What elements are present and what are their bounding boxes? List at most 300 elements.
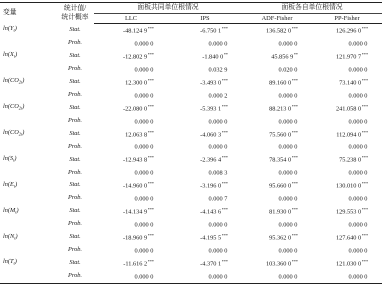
llc-value: 0.000 0: [134, 169, 154, 177]
table-row: [0, 50, 382, 63]
ips-value: -3.493 0: [200, 79, 222, 87]
variable-cell: [0, 76, 56, 89]
variable-sub: 2t: [18, 105, 23, 111]
variable-sub: t: [15, 208, 17, 214]
pp-fisher-value-cell: [312, 115, 382, 128]
ips-value: 0.032 9: [208, 66, 228, 74]
variable-cell: [0, 37, 56, 50]
table-row: [0, 205, 382, 218]
variable-column-header: 变量: [0, 3, 56, 24]
pp-fisher-value: 0.000 0: [348, 143, 368, 151]
ips-value-cell: [168, 244, 242, 257]
variable-base: Y: [10, 25, 14, 33]
ips-value: 0.000 2: [208, 92, 228, 100]
significance-stars: ***: [147, 26, 154, 31]
adf-fisher-value-cell: [242, 179, 312, 192]
significance-stars: **: [293, 51, 299, 57]
llc-value: 0.000 0: [134, 92, 154, 100]
llc-value-cell: [94, 140, 168, 153]
adf-fisher-value-cell: [242, 50, 312, 63]
llc-value: 0.000 0: [134, 66, 154, 74]
llc-value: 0.000 0: [134, 117, 154, 125]
variable-suffix: ): [22, 129, 25, 137]
significance-stars: ***: [221, 258, 229, 264]
variable-base: M: [10, 206, 16, 214]
adf-fisher-value-cell: [242, 63, 312, 76]
llc-value-cell: [94, 244, 168, 257]
ips-value: -2.396 4: [200, 156, 222, 164]
stat-type-cell: Prob.: [68, 168, 82, 176]
significance-stars: ***: [361, 207, 369, 213]
stat-type-cell: Stat.: [69, 129, 81, 137]
ips-value: 0.000 0: [208, 117, 228, 125]
stat-type-cell: Prob.: [68, 116, 82, 124]
significance-stars: ***: [291, 77, 299, 83]
ips-value: 0.000 0: [208, 247, 228, 255]
table-row: [0, 24, 382, 37]
variable-sub: t: [13, 183, 16, 189]
pp-fisher-value: 0.000 0: [348, 273, 368, 281]
variable-label: [3, 181, 17, 188]
variable-suffix: ): [14, 258, 17, 266]
variable-suffix: ): [15, 51, 18, 59]
pp-fisher-value: 0.000 0: [348, 117, 368, 125]
ips-value-cell: [168, 37, 242, 50]
adf-fisher-value-cell: [242, 153, 312, 166]
significance-stars: ***: [291, 26, 299, 31]
variable-label: [3, 258, 17, 265]
llc-value: 0.000 0: [134, 143, 154, 151]
significance-stars: ***: [221, 233, 229, 238]
pp-fisher-value: 75.238 0: [339, 156, 362, 164]
variable-cell: [0, 153, 56, 166]
adf-fisher-value-cell: [242, 24, 312, 37]
ips-value: -4.143 6: [200, 208, 222, 216]
llc-value-cell: [94, 24, 168, 37]
variable-cell: [0, 128, 56, 141]
adf-fisher-value: 0.000 0: [278, 143, 298, 151]
significance-stars: ***: [147, 233, 154, 238]
table-row: [0, 140, 382, 153]
variable-prefix: ln(: [3, 103, 10, 111]
significance-stars: ***: [147, 181, 154, 187]
significance-stars: ***: [221, 207, 229, 213]
ips-value-cell: [168, 140, 242, 153]
pp-fisher-value-cell: [312, 89, 382, 102]
pp-fisher-value-cell: [312, 102, 382, 115]
stat-type-cell: Stat.: [69, 233, 81, 241]
table-row: [0, 115, 382, 128]
stat-header-line2: 统计概率: [61, 14, 89, 22]
llc-value-cell: [94, 102, 168, 115]
adf-fisher-value-cell: [242, 128, 312, 141]
variable-base: CO: [10, 103, 19, 111]
ips-value: 0.000 0: [208, 143, 228, 151]
ips-value-cell: [168, 63, 242, 76]
pp-fisher-value: 0.000 0: [348, 92, 368, 100]
significance-stars: ***: [147, 77, 154, 83]
variable-label: [3, 51, 17, 58]
llc-header: LLC: [94, 14, 168, 24]
variable-label: [3, 155, 17, 162]
variable-sub: t: [13, 53, 16, 59]
variable-prefix: ln(: [3, 51, 10, 59]
stat-type-cell: Prob.: [68, 142, 82, 150]
pp-fisher-value: 0.000 0: [348, 247, 368, 255]
variable-sub: t: [13, 260, 15, 266]
variable-suffix: ): [15, 232, 18, 240]
pp-fisher-value-cell: [312, 192, 382, 205]
llc-value: 0.000 0: [134, 221, 154, 229]
significance-stars: ***: [291, 258, 299, 264]
variable-prefix: ln(: [3, 206, 10, 214]
llc-value-cell: [94, 231, 168, 244]
llc-value: -14.134 9: [122, 208, 148, 216]
significance-stars: ***: [221, 77, 229, 83]
pp-fisher-value: 0.000 0: [348, 66, 368, 74]
significance-stars: ***: [361, 155, 369, 161]
llc-value-cell: [94, 179, 168, 192]
variable-base: E: [10, 180, 14, 188]
ips-value: -5.393 1: [200, 105, 222, 113]
adf-fisher-value: 78.354 0: [269, 156, 292, 164]
significance-stars: ***: [361, 51, 369, 57]
table-row: [0, 244, 382, 257]
significance-stars: ***: [291, 207, 299, 213]
adf-fisher-value-cell: [242, 37, 312, 50]
variable-label: [3, 129, 24, 136]
variable-sub: 2t: [18, 79, 23, 85]
llc-value-cell: [94, 192, 168, 205]
pp-fisher-value: 0.000 0: [348, 40, 368, 48]
stat-type-cell: Stat.: [69, 155, 81, 163]
llc-value: -11.616 2: [123, 260, 148, 268]
llc-value: 12.300 0: [125, 79, 148, 87]
pp-fisher-value-cell: [312, 231, 382, 244]
llc-value-cell: [94, 166, 168, 179]
significance-stars: ***: [361, 258, 369, 264]
ips-value-cell: [168, 166, 242, 179]
variable-prefix: ln(: [3, 232, 10, 240]
pp-fisher-value-cell: [312, 76, 382, 89]
llc-value: 0.000 0: [134, 247, 154, 255]
pp-fisher-header: PP-Fisher: [312, 14, 382, 24]
pp-fisher-value-cell: [312, 140, 382, 153]
variable-sub: t: [13, 27, 15, 33]
variable-suffix: ): [14, 25, 17, 33]
significance-stars: ***: [361, 181, 369, 187]
adf-fisher-value: 0.000 0: [278, 195, 298, 203]
variable-base: CO: [10, 77, 19, 85]
significance-stars: ***: [147, 155, 154, 161]
ips-value-cell: [168, 128, 242, 141]
significance-stars: ***: [361, 26, 369, 31]
stat-type-cell: Stat.: [69, 259, 81, 267]
ips-value: -4.060 3: [200, 130, 222, 138]
llc-value-cell: [94, 89, 168, 102]
variable-label: [3, 77, 24, 84]
table-row: [0, 37, 382, 50]
variable-cell: [0, 192, 56, 205]
llc-value-cell: [94, 50, 168, 63]
adf-fisher-value-cell: [242, 192, 312, 205]
stat-column-header: [56, 3, 94, 24]
ips-value-cell: [168, 89, 242, 102]
pp-fisher-value: 130.010 0: [335, 182, 362, 190]
llc-value: -12.802 9: [122, 53, 148, 61]
variable-cell: [0, 205, 56, 218]
pp-fisher-value-cell: [312, 205, 382, 218]
adf-fisher-value: 0.000 0: [278, 169, 298, 177]
variable-cell: [0, 50, 56, 63]
variable-prefix: ln(: [3, 154, 10, 162]
adf-fisher-value: 75.560 0: [269, 130, 292, 138]
adf-fisher-value: 0.000 0: [278, 117, 298, 125]
llc-value: -18.960 9: [122, 234, 148, 242]
stat-type-cell: Stat.: [69, 52, 81, 60]
pp-fisher-value: 127.640 0: [335, 234, 362, 242]
common-unit-root-group-header: 面板共同单位根情况: [94, 3, 242, 14]
significance-stars: ***: [221, 129, 229, 135]
variable-prefix: ln(: [3, 25, 10, 33]
ips-value: -3.196 0: [200, 182, 222, 190]
significance-stars: ***: [291, 129, 299, 135]
adf-fisher-value: 89.160 0: [269, 79, 292, 87]
llc-value-cell: [94, 218, 168, 231]
adf-fisher-value-cell: [242, 76, 312, 89]
variable-cell: [0, 140, 56, 153]
variable-base: X: [10, 51, 14, 59]
variable-sub: t: [13, 157, 15, 163]
pp-fisher-value: 126.296 0: [335, 27, 362, 35]
significance-stars: ***: [147, 51, 154, 57]
stat-type-cell: Prob.: [68, 246, 82, 254]
llc-value: 0.000 0: [134, 273, 154, 281]
table-body: [0, 24, 382, 284]
variable-prefix: ln(: [3, 258, 10, 266]
variable-base: T: [10, 258, 14, 266]
adf-fisher-value: 0.000 0: [278, 221, 298, 229]
adf-fisher-value: 95.660 0: [269, 182, 292, 190]
significance-stars: ***: [147, 207, 154, 213]
variable-cell: [0, 270, 56, 283]
adf-fisher-value-cell: [242, 218, 312, 231]
table-row: [0, 218, 382, 231]
table-row: [0, 192, 382, 205]
llc-value: -14.960 0: [122, 182, 148, 190]
table-row: [0, 76, 382, 89]
adf-fisher-value-cell: [242, 89, 312, 102]
adf-fisher-value: 0.000 0: [278, 247, 298, 255]
stat-type-cell: Prob.: [68, 65, 82, 72]
stat-type-cell: Prob.: [56, 270, 94, 283]
variable-label: [3, 233, 18, 240]
ips-value-cell: [168, 192, 242, 205]
adf-fisher-value-cell: [242, 115, 312, 128]
stat-header-line1: 统计值/: [63, 5, 87, 13]
llc-value-cell: [94, 76, 168, 89]
variable-cell: [0, 102, 56, 115]
variable-suffix: ): [16, 206, 19, 214]
pp-fisher-value-cell: [312, 50, 382, 63]
pp-fisher-value: 0.000 0: [348, 221, 368, 229]
adf-fisher-value: 0.020 0: [278, 66, 298, 74]
significance-stars: **: [223, 51, 229, 57]
ips-value-cell: [168, 102, 242, 115]
ips-value-cell: [168, 76, 242, 89]
pp-fisher-value-cell: [312, 179, 382, 192]
variable-cell: [0, 218, 56, 231]
stat-type-cell: Prob.: [68, 220, 82, 228]
llc-value: -12.943 8: [122, 156, 148, 164]
individual-unit-root-group-header: 面板各自单位根情况: [242, 3, 382, 14]
significance-stars: ***: [147, 103, 154, 109]
table-row: [0, 166, 382, 179]
significance-stars: ***: [291, 181, 299, 187]
ips-value: 0.000 0: [208, 221, 228, 229]
variable-prefix: ln(: [3, 180, 10, 188]
pp-fisher-value-cell: [312, 153, 382, 166]
ips-header: IPS: [168, 14, 242, 24]
table-row: [0, 128, 382, 141]
variable-cell: [0, 115, 56, 128]
table-row: [0, 89, 382, 102]
pp-fisher-value-cell: [312, 37, 382, 50]
results-table: [0, 2, 382, 284]
ips-value-cell: [168, 270, 242, 283]
header-row-groups: [0, 3, 382, 14]
llc-value: 0.000 0: [134, 195, 154, 203]
ips-value-cell: [168, 205, 242, 218]
ips-value: 0.008 3: [208, 169, 228, 177]
table-row: [0, 102, 382, 115]
adf-fisher-value-cell: [242, 166, 312, 179]
table-row: [0, 153, 382, 166]
pp-fisher-value-cell: [312, 24, 382, 37]
pp-fisher-value: 0.000 0: [348, 195, 368, 203]
pp-fisher-value-cell: [312, 270, 382, 283]
variable-cell: [0, 63, 56, 76]
table-row: [0, 270, 382, 283]
stat-type-cell: Stat.: [69, 25, 81, 33]
variable-suffix: ): [22, 103, 25, 111]
variable-cell: [0, 24, 56, 37]
adf-fisher-value: 0.000 0: [278, 92, 298, 100]
stat-type-cell: Stat.: [69, 181, 81, 189]
stat-type-cell: Stat.: [69, 77, 81, 85]
significance-stars: ***: [361, 103, 369, 109]
significance-stars: ***: [291, 103, 299, 109]
pp-fisher-value-cell: [312, 218, 382, 231]
adf-fisher-value: 45.856 9: [271, 53, 294, 61]
adf-fisher-value: 136.582 0: [265, 27, 292, 35]
ips-value-cell: [168, 153, 242, 166]
pp-fisher-value-cell: [312, 166, 382, 179]
variable-prefix: ln(: [3, 77, 10, 85]
adf-fisher-value: 88.213 0: [269, 105, 292, 113]
adf-fisher-value-cell: [242, 140, 312, 153]
variable-cell: [0, 89, 56, 102]
significance-stars: ***: [221, 181, 229, 187]
ips-value-cell: [168, 50, 242, 63]
llc-value: 0.000 0: [134, 40, 154, 48]
pp-fisher-value-cell: [312, 63, 382, 76]
stat-type-cell: Prob.: [68, 194, 82, 202]
adf-fisher-value-cell: [242, 270, 312, 283]
pp-fisher-value: 112.094 0: [336, 130, 362, 138]
ips-value: 0.000 7: [208, 195, 228, 203]
variable-cell: [0, 244, 56, 257]
pp-fisher-value: 129.553 0: [335, 208, 362, 216]
ips-value: -1.840 0: [202, 53, 224, 61]
adf-fisher-value: 81.930 0: [269, 208, 292, 216]
llc-value-cell: [94, 270, 168, 283]
pp-fisher-value: 241.058 0: [335, 105, 362, 113]
variable-cell: [0, 179, 56, 192]
ips-value-cell: [168, 231, 242, 244]
adf-fisher-value: 0.000 0: [278, 40, 298, 48]
variable-cell: [0, 166, 56, 179]
ips-value-cell: [168, 218, 242, 231]
adf-fisher-value: 103.360 0: [265, 260, 292, 268]
variable-suffix: ): [22, 77, 25, 85]
significance-stars: ***: [221, 103, 229, 109]
variable-sub: 2t: [18, 131, 23, 137]
ips-value: 0.000 0: [208, 40, 228, 48]
pp-fisher-value: 121.030 0: [335, 260, 362, 268]
ips-value-cell: [168, 179, 242, 192]
variable-base: CO: [10, 129, 19, 137]
stat-type-cell: Stat.: [69, 207, 81, 215]
adf-fisher-value: 95.362 0: [269, 234, 292, 242]
llc-value-cell: [94, 153, 168, 166]
adf-fisher-value-cell: [242, 205, 312, 218]
llc-value: -22.080 0: [122, 105, 148, 113]
adf-fisher-value-cell: [242, 231, 312, 244]
significance-stars: ***: [147, 129, 154, 135]
ips-value-cell: [168, 115, 242, 128]
variable-label: [3, 207, 19, 214]
llc-value-cell: [94, 63, 168, 76]
variable-label: [3, 25, 17, 32]
table-row: [0, 63, 382, 76]
table-row: [0, 179, 382, 192]
variable-label: [3, 103, 24, 110]
pp-fisher-value-cell: [312, 128, 382, 141]
stat-type-cell: Prob.: [68, 39, 82, 47]
llc-value: -48.124 9: [122, 27, 148, 35]
significance-stars: ***: [221, 155, 229, 161]
llc-value-cell: [94, 128, 168, 141]
adf-fisher-value: 0.000 0: [278, 273, 298, 281]
significance-stars: ***: [361, 129, 369, 135]
pp-fisher-value: 73.140 0: [339, 79, 362, 87]
stat-type-cell: Prob.: [68, 90, 82, 98]
adf-fisher-value-cell: [242, 244, 312, 257]
pp-fisher-value: 121.970 7: [335, 53, 362, 61]
ips-value-cell: [168, 24, 242, 37]
pp-fisher-value-cell: [312, 244, 382, 257]
variable-sub: t: [14, 234, 16, 240]
variable-suffix: ): [14, 154, 17, 162]
variable-prefix: ln(: [3, 129, 10, 137]
significance-stars: ***: [291, 233, 299, 238]
table-row: [0, 231, 382, 244]
significance-stars: ***: [361, 77, 369, 83]
ips-value: -4.195 5: [200, 234, 222, 242]
llc-value: 12.063 8: [125, 130, 148, 138]
llc-value-cell: [94, 37, 168, 50]
